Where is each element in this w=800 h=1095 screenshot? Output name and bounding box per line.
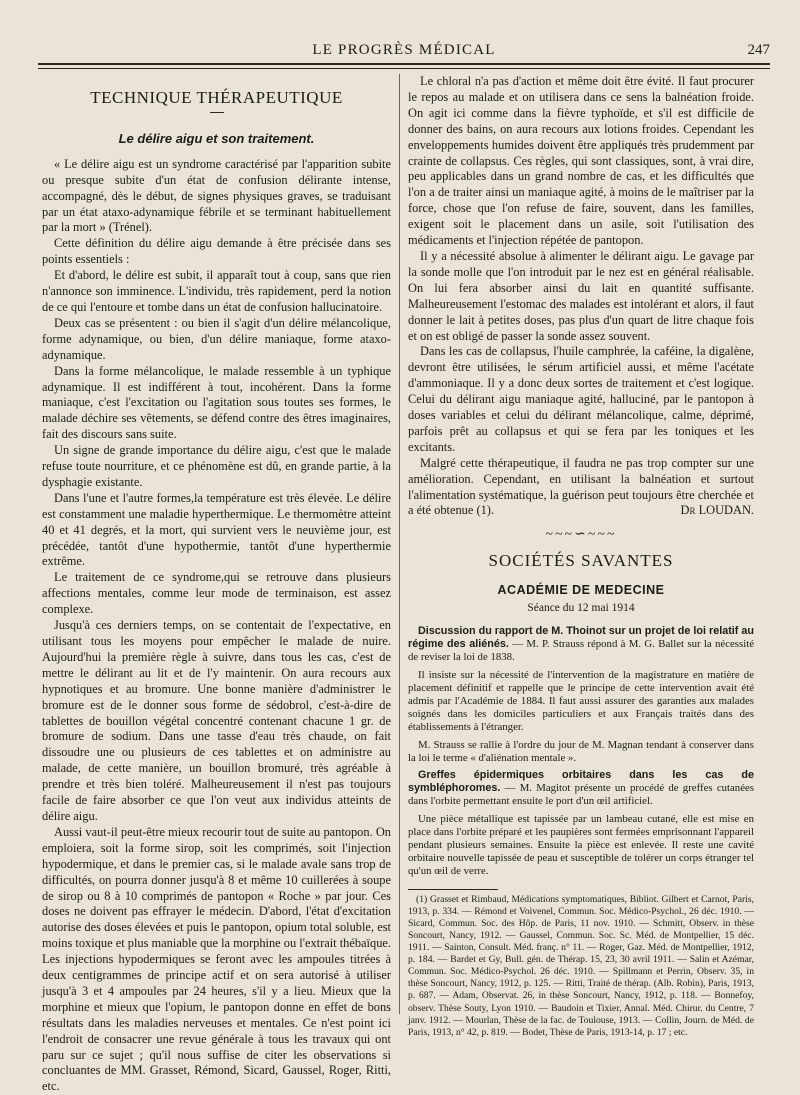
- author-signature: Dr LOUDAN.: [680, 503, 754, 518]
- paragraph: Et d'abord, le délire est subit, il apparaît tout à coup, sans que rien n'annonce son imminence. L'individu, très rapidement, perd la notion de ce qui l'entoure et tombe dans un état de confusion hallucinatoire.: [42, 268, 391, 314]
- footnote: (1) Grasset et Rimbaud, Médications symptomatiques, Bibliot. Gilbert et Carnot, Paris, 1913, p. 334. — Rémond et Voivenel, Commun. Soc. Médico-Psychol., 26 déc. 1910. — Sicard, Commun. Soc. des Hôp. de Paris, 11 nov. 1910. — Schmitt, Observ. in thèse Soncourt, Nancy, 1912. — Gaussel, Commun. Soc. Sc. Méd. de Montpellier, 15 déc. 1911. — Sainton, Consult. Méd. franç. n° 11. — Roger, Gaz. Méd. de Montpellier, 1912, p. 184. — Bardet et Gy, Bull. gén. de Thérap. 15, 23, 30 avril 1911. — Salin et Azémar, Commun. Soc. Médico-Psychol. 26 déc. 1910. — Spillmann et Perrin, Observ. 35, in thèse Soncourt, Nancy, 1912, p. 125. — Ritti, Traité de thérap. (Alb. Robin), Paris, 1913, p. 687. — Adam, Observat. 26, in thèse Soncourt, Nancy, 1912, p. 118. — Bonnefoy, observ. Thèse Souty, Lyon 1910. — Baudoin et Tixier, Annal. Méd. Chirur. du Centre, 7 janv. 1912. — Mourlan, Thèse de la fac. de Toulouse, 1913. — Collin, Journ. de Méd. de Paris, 1913, n° 42, p. 819. — Bodet, Thèse de Paris, 1913-14, p. 17 ; etc.: [408, 893, 754, 1038]
- report-text: — M. P. Strauss répond à M. G. Ballet sur la nécessité de reviser la loi de 1838.: [408, 638, 754, 664]
- paragraph: Dans les cas de collapsus, l'huile camphrée, la caféine, la digalène, devront être utilisées, le sérum artificiel aussi, et même l'acétate d'ammoniaque. Il y a donc deux sortes de traitement et c'est logique. Celui du délirant aigu maniaque agité, halluciné, par le pantopon à doses variables et celui du délirant mélancolique, calme, déprimé, parfois prêt au collapsus et qui se fera par les toniques et les excitants.: [408, 344, 754, 454]
- report-text: — M. Magitot présente un procédé de greffes cutanées dans l'orbite permettant ensuite le port d'un œil artificiel.: [408, 782, 754, 808]
- report-item: [408, 813, 754, 879]
- column-divider: [399, 74, 400, 1014]
- paragraph: Aussi vaut-il peut-être mieux recourir tout de suite au pantopon. On emploiera, soit la forme sirop, soit les comprimés, soit l'injection hypodermique, et dans le premier cas, si le malade avale sans trop de difficultés, on pourra donner jusqu'à 8 et même 10 cuillerées à soupe de sirop ou 8 à 10 comprimés de pantopon « Roche » par jour. Ces doses ne doivent pas effrayer le médecin. D'abord, l'état d'excitation autorise des doses élevées et puis le pantopon, opium total soluble, est moins toxique et plus maniable que la morphine ou l'extrait thébaïque. Les injections hypodermiques se feront avec les ampoules titrées à deux centigrammes de principe actif et on sera autorisé à utiliser jusqu'à 3 et 4 ampoules par 24 heures, s'il y a lieu. Mieux que la morphine et mieux que l'opium, le pantopon donne en effet de bons résultats dans les maladies nerveuses et mentales. Ce n'est point ici l'endroit de consacrer une revue générale à tous les travaux qui ont paru sur ce sujet ; qu'il nous suffise de citer les observations si concluantes de MM. Grasset, Rémond, Sicard, Gaussel, Roger, Ritti, etc.: [42, 824, 391, 1094]
- page-number: 247: [747, 42, 770, 58]
- running-head: [38, 42, 770, 62]
- paragraph: Un signe de grande importance du délire aigu, c'est que le malade refuse toute nourriture, et ce phénomène est dû, en grande partie, à la dysphagie existante.: [42, 443, 391, 489]
- paragraph: Le traitement de ce syndrome,qui se retrouve dans plusieurs affections mentales, comme leur mode de terminaison, est assez complexe.: [42, 570, 391, 617]
- report-lead: Greffes épidermiques orbitaires dans les cas de symbléphoromes.: [408, 769, 754, 795]
- report-text: Une pièce métallique est tapissée par un lambeau cutané, elle est mise en place dans l'orbite préparé et les paupières sont fermées emprisonnant l'appareil pendant plusieurs semaines. Ensuite la pièce est enlevée. Il reste une cavité orbitaire nouvelle tapissée de peau et susceptible de tolérer un corps étranger tel qu'un œil de verre.: [408, 812, 754, 878]
- footnote-rule: [408, 889, 498, 890]
- seance-date: Séance du 12 mai 1914: [527, 602, 635, 615]
- report-item: [408, 769, 754, 809]
- running-title: LE PROGRÈS MÉDICAL: [312, 42, 496, 58]
- paragraph-text: Malgré cette thérapeutique, il faudra ne pas trop compter sur une amélioration. Cependant, en utilisant la balnéation et surtout l'alimentation systématique, la guérison peut toujours être cherchée et a été obtenue (1).: [408, 455, 754, 518]
- report-text: Il insiste sur la nécessité de l'intervention de la magistrature en matière de placement définitif et rappelle que le principe de cette intervention avait été admis par l'Académie de 1884. Il faut aussi assurer des garanties aux malades soignés dans les domiciles particuliers et aux Français traités dans des établissements à l'étranger.: [408, 668, 754, 734]
- paragraph: Jusqu'à ces derniers temps, on se contentait de l'expectative, en utilisant tous les moyens pour empêcher le malade de nuire. Aujourd'hui la première règle à suivre, dans tous les cas, c'est de mettre le délirant au lit et de l'y maintenir. On aura recours aux hypnotiques et au bromure. Une bonne manière d'administrer le bromure est de le donner sous forme de sédobrol, c'est-à-dire de tablettes de bouillon végétal concentré contenant chacune 1 gr. de bromure de sodium. Dans une tasse d'eau très chaude, on fait dissoudre une ou plusieurs de ces tablettes et on administre au malade, de cette manière, un bouillon bromuré, très agréable à prendre et très bien toléré. Malheureusement il n'est pas toujours facile de faire absorber ce que l'on veut aux individus atteints de délire aigu.: [42, 618, 391, 823]
- paragraph: Le chloral n'a pas d'action et même doit être évité. Il faut procurer le repos au malade et on utilisera dans ce sens la balnéation froide. On agit ici comme dans la fièvre typhoïde, et s'il est difficile de donner des bains, on aura recours aux lotions froides. Cependant les enveloppements humides doivent être appliqués très prudemment par crainte de collapsus. Ces règles, qui sont classiques, sont, à vrai dire, peu applicables dans un grand nombre de cas, et les difficultés que l'on a de traiter ainsi un maniaque agité, à moins de le maîtriser par la force, chose que l'on refuse de faire, souvent, dans les familles, exigent soit le placement dans un asile, soit l'utilisation des médicaments et l'injection répétée de pantopon.: [408, 74, 754, 248]
- academie-title: ACADÉMIE DE MEDECINE: [497, 583, 665, 598]
- paragraph: [408, 456, 754, 520]
- title-dash: [210, 112, 224, 113]
- footnotes: [408, 894, 754, 1039]
- report-item: [408, 625, 754, 665]
- ornament-divider: ~~~∽~~~: [545, 527, 617, 543]
- report-lead: Discussion du rapport de M. Thoinot sur un projet de loi relatif au régime des aliénés.: [408, 625, 754, 651]
- report-item: [408, 669, 754, 735]
- section-title: TECHNIQUE THÉRAPEUTIQUE: [90, 88, 343, 107]
- report-text: M. Strauss se rallie à l'ordre du jour de M. Magnan tendant à conserver dans la loi le terme « d'aliénation mentale ».: [408, 738, 754, 764]
- paragraph: Dans la forme mélancolique, le malade ressemble à un typhique adynamique. Il est indifférent à tout, incohérent. Dans la forme maniaque, c'est l'excitation ou l'agitation sous toutes ses formes, le malade déchire ses vêtements, se défend contre des êtres imaginaires, fait des discours sans suite.: [42, 363, 391, 442]
- report-item: [408, 739, 754, 765]
- paragraph: Deux cas se présentent : ou bien il s'agit d'un délire mélancolique, forme adynamique, ou bien, d'un délire maniaque, forme ataxo-adynamique.: [42, 315, 391, 362]
- article-title: Le délire aigu et son traitement.: [118, 130, 315, 146]
- paragraph: « Le délire aigu est un syndrome caractérisé par l'apparition subite ou presque subite d'un état de confusion délirante intense, accompagné, dès le début, de signes physiques graves, se traduisant par un état ataxo-adynamique fébrile et se terminant habituellement par la mort » (Trénel).: [42, 156, 391, 235]
- paragraph: Cette définition du délire aigu demande à être précisée dans ses points essentiels :: [42, 236, 391, 267]
- paragraph: Dans l'une et l'autre formes,la température est très élevée. Le délire est constamment une maladie hyperthermique. Le thermomètre atteint 40 et 41 degrés, et la mort, qui survient vers le neuvième jour, est précédée, tantôt d'une hypothermie, tantôt d'une hyperthermie extrême.: [42, 490, 391, 569]
- societes-title: SOCIÉTÉS SAVANTES: [488, 551, 674, 571]
- right-column: [408, 74, 754, 1039]
- paragraph: Il y a nécessité absolue à alimenter le délirant aigu. Le gavage par la sonde molle que l'on introduit par le nez est en général réalisable. On lui fera absorber ainsi du lait en quantité suffisante. Malheureusement l'estomac des malades est intolérant et alors, il faut donner le lait à petites doses, pas plus d'un quart de litre chaque fois et on est obligé de passer la sonde assez souvent.: [408, 248, 754, 343]
- reports-block: [408, 625, 754, 879]
- left-column: [42, 74, 391, 1095]
- header-rule: [38, 63, 770, 69]
